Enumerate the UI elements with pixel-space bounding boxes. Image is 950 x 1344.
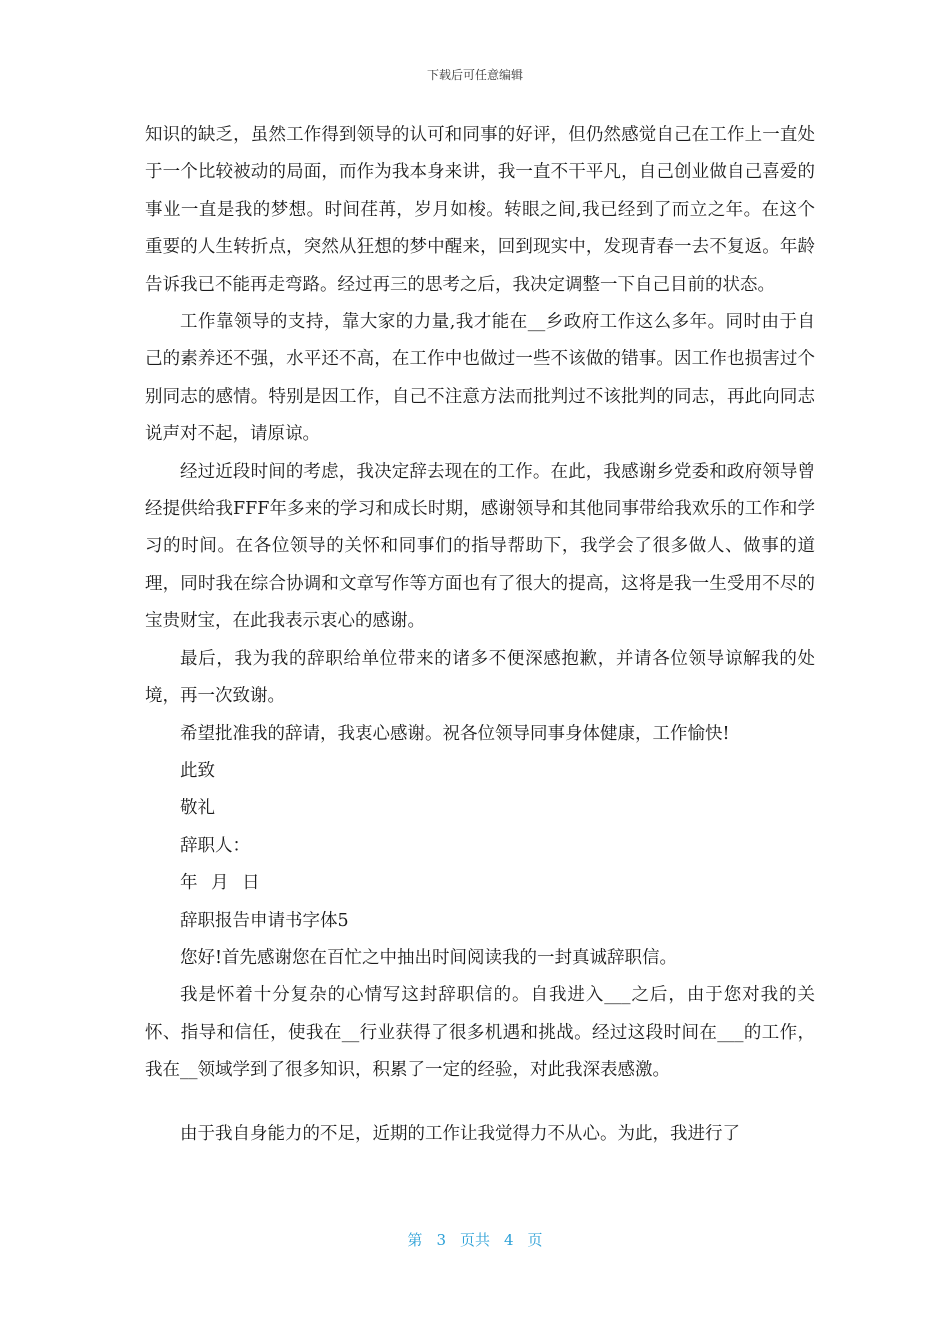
footer-current-page: 3 [436, 1231, 446, 1249]
paragraph-1: 知识的缺乏，虽然工作得到领导的认可和同事的好评，但仍然感觉自己在工作上一直处于一个比较被动的局面，而作为我本身来讲，我一直不干平凡，自己创业做自己喜爱的事业一直是我的梦想。时间荏苒，岁月如梭。转眼之间,我已经到了而立之年。在这个重要的人生转折点，突然从狂想的梦中醒来，回到现实中，发现青春一去不复返。年龄告诉我已不能再走弯路。经过再三的思考之后，我决定调整一下自己目前的状态。 [145, 125, 815, 295]
signature-label: 辞职人： [180, 835, 250, 856]
page-number-footer [0, 1229, 950, 1250]
paragraph-3: 经过近段时间的考虑，我决定辞去现在的工作。在此，我感谢乡党委和政府领导曾经提供给我FFF年多来的学习和成长时期，感谢领导和其他同事带给我欢乐的工作和学习的时间。在各位领导的关怀和同事们的指导帮助下，我学会了很多做人、做事的道理，同时我在综合协调和文章写作等方面也有了很大的提高，这将是我一生受用不尽的宝贵财宝，在此我表示衷心的感谢。 [145, 461, 815, 632]
paragraph-5: 希望批准我的辞请，我衷心感谢。祝各位领导同事身体健康，工作愉快! [180, 723, 730, 744]
paragraph-4: 最后，我为我的辞职给单位带来的诸多不便深感抱歉，并请各位领导谅解我的处境，再一次致谢。 [145, 648, 815, 707]
footer-word-page: 第 [407, 1231, 423, 1249]
paragraph-2: 工作靠领导的支持，靠大家的力量,我才能在__乡政府工作这么多年。同时由于自己的素养还不强，水平还不高，在工作中也做过一些不该做的错事。因工作也损害过个别同志的感情。特别是因工作，自己不注意方法而批判过不该批判的同志，再此向同志说声对不起，请原谅。 [145, 312, 815, 445]
footer-word-end: 页 [527, 1231, 543, 1249]
document-body [145, 117, 815, 1153]
paragraph-7: 由于我自身能力的不足，近期的工作让我觉得力不从心。为此，我进行了 [180, 1123, 740, 1144]
footer-word-of: 页共 [459, 1231, 490, 1249]
footer-total-pages: 4 [504, 1231, 514, 1249]
closing-cizhi: 此致 [180, 760, 215, 781]
date-line: 年 月 日 [180, 873, 260, 894]
greeting-paragraph: 您好!首先感谢您在百忙之中抽出时间阅读我的一封真诚辞职信。 [180, 947, 678, 968]
closing-jingli: 敬礼 [180, 798, 215, 819]
section-title: 辞职报告申请书字体5 [180, 910, 349, 931]
page-header-note: 下载后可任意编辑 [426, 68, 523, 82]
paragraph-6: 我是怀着十分复杂的心情写这封辞职信的。自我进入___之后，由于您对我的关怀、指导和信任，使我在__行业获得了很多机遇和挑战。经过这段时间在___的工作，我在__领域学到了很多知识，积累了一定的经验，对此我深表感激。 [145, 985, 815, 1081]
